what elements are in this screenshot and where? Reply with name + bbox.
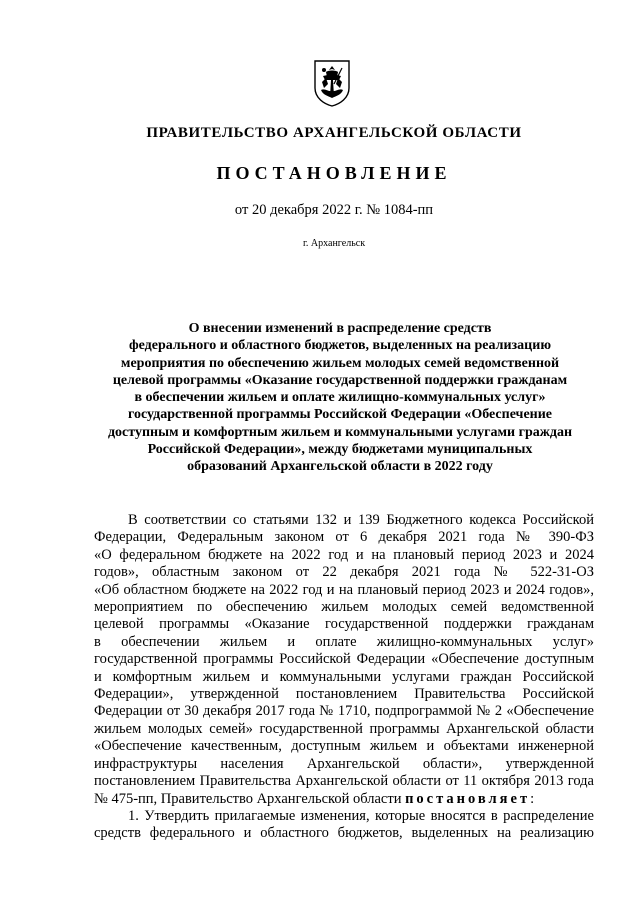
title-line: О внесении изменений в распределение средств [188, 321, 492, 336]
body-line: годов», областным законом от 22 декабря 2021 года № 522-31-ОЗ [94, 564, 594, 581]
body-line: «Обеспечение качественным, доступным жильем и объектами инженерной [94, 738, 594, 755]
government-name: ПРАВИТЕЛЬСТВО АРХАНГЕЛЬСКОЙ ОБЛАСТИ [146, 125, 522, 141]
title-line: Российской Федерации», между бюджетами муниципальных [147, 442, 533, 458]
body-line: «О федеральном бюджете на 2022 год и на плановый период 2023 и 2024 [94, 546, 594, 563]
document-city: г. Архангельск [302, 238, 366, 249]
body-line: «Об областном бюджете на 2022 год и на плановый период 2023 и 2024 годов», [94, 581, 594, 598]
body-line-text: № 475-пп, Правительство Архангельской области [94, 790, 402, 807]
body-line: средств федерального и областного бюджетов, выделенных на реализацию [94, 825, 594, 842]
title-line: образований Архангельской области в 2022 году [187, 459, 493, 475]
body-line: жильем молодых семей» государственной программы Архангельской области [94, 720, 594, 737]
body-line: в обеспечении жильем и оплате жилищно-коммунальных услуг» [94, 633, 594, 650]
coat-of-arms-emblem [312, 58, 352, 108]
body-line: инфраструктуры населения Архангельской области», утвержденной [94, 755, 594, 772]
document-title [90, 320, 590, 476]
body-line: 1. Утвердить прилагаемые изменения, которые вносятся в распределение [128, 807, 594, 824]
title-line: целевой программы «Оказание государственной поддержки гражданам [112, 372, 568, 388]
body-line: целевой программы «Оказание государственной поддержки гражданам [94, 616, 594, 633]
body-line: и комфортным жильем и коммунальными услугами граждан Российской [94, 668, 594, 685]
title-line: государственной программы Российской Федерации «Обеспечение [127, 407, 553, 423]
body-line: Федерации от 30 декабря 2017 года № 1710, подпрограммой № 2 «Обеспечение [94, 703, 594, 720]
document-date-number: от 20 декабря 2022 г. № 1084-пп [234, 202, 434, 218]
body-line: Федерации, Федеральным законом от 6 декабря 2021 года № 390-ФЗ [94, 529, 594, 546]
body-line: В соответствии со статьями 132 и 139 Бюджетного кодекса Российской [128, 512, 594, 528]
title-line: в обеспечении жильем и оплате жилищно-коммунальных услуг» [134, 390, 546, 406]
body-line: постановлением Правительства Архангельской области от 11 октября 2013 года [94, 773, 594, 790]
document-type: ПОСТАНОВЛЕНИЕ [216, 163, 452, 183]
document-body [94, 512, 594, 843]
body-line-resolve [94, 791, 594, 808]
body-line: мероприятием по обеспечению жильем молодых семей ведомственной [94, 599, 594, 616]
title-line: мероприятия по обеспечению жильем молодых семей ведомственной [120, 355, 560, 371]
title-line: доступным и комфортным жильем и коммунальными услугами граждан [107, 424, 573, 440]
body-line: Федерации», утвержденной постановлением Правительства Российской [94, 686, 594, 703]
resolve-colon: : [530, 790, 535, 807]
title-line: федерального и областного бюджетов, выделенных на реализацию [128, 338, 552, 354]
body-line: государственной программы Российской Федерации «Обеспечение доступным [94, 651, 594, 668]
resolve-word: постановляет [405, 790, 531, 807]
